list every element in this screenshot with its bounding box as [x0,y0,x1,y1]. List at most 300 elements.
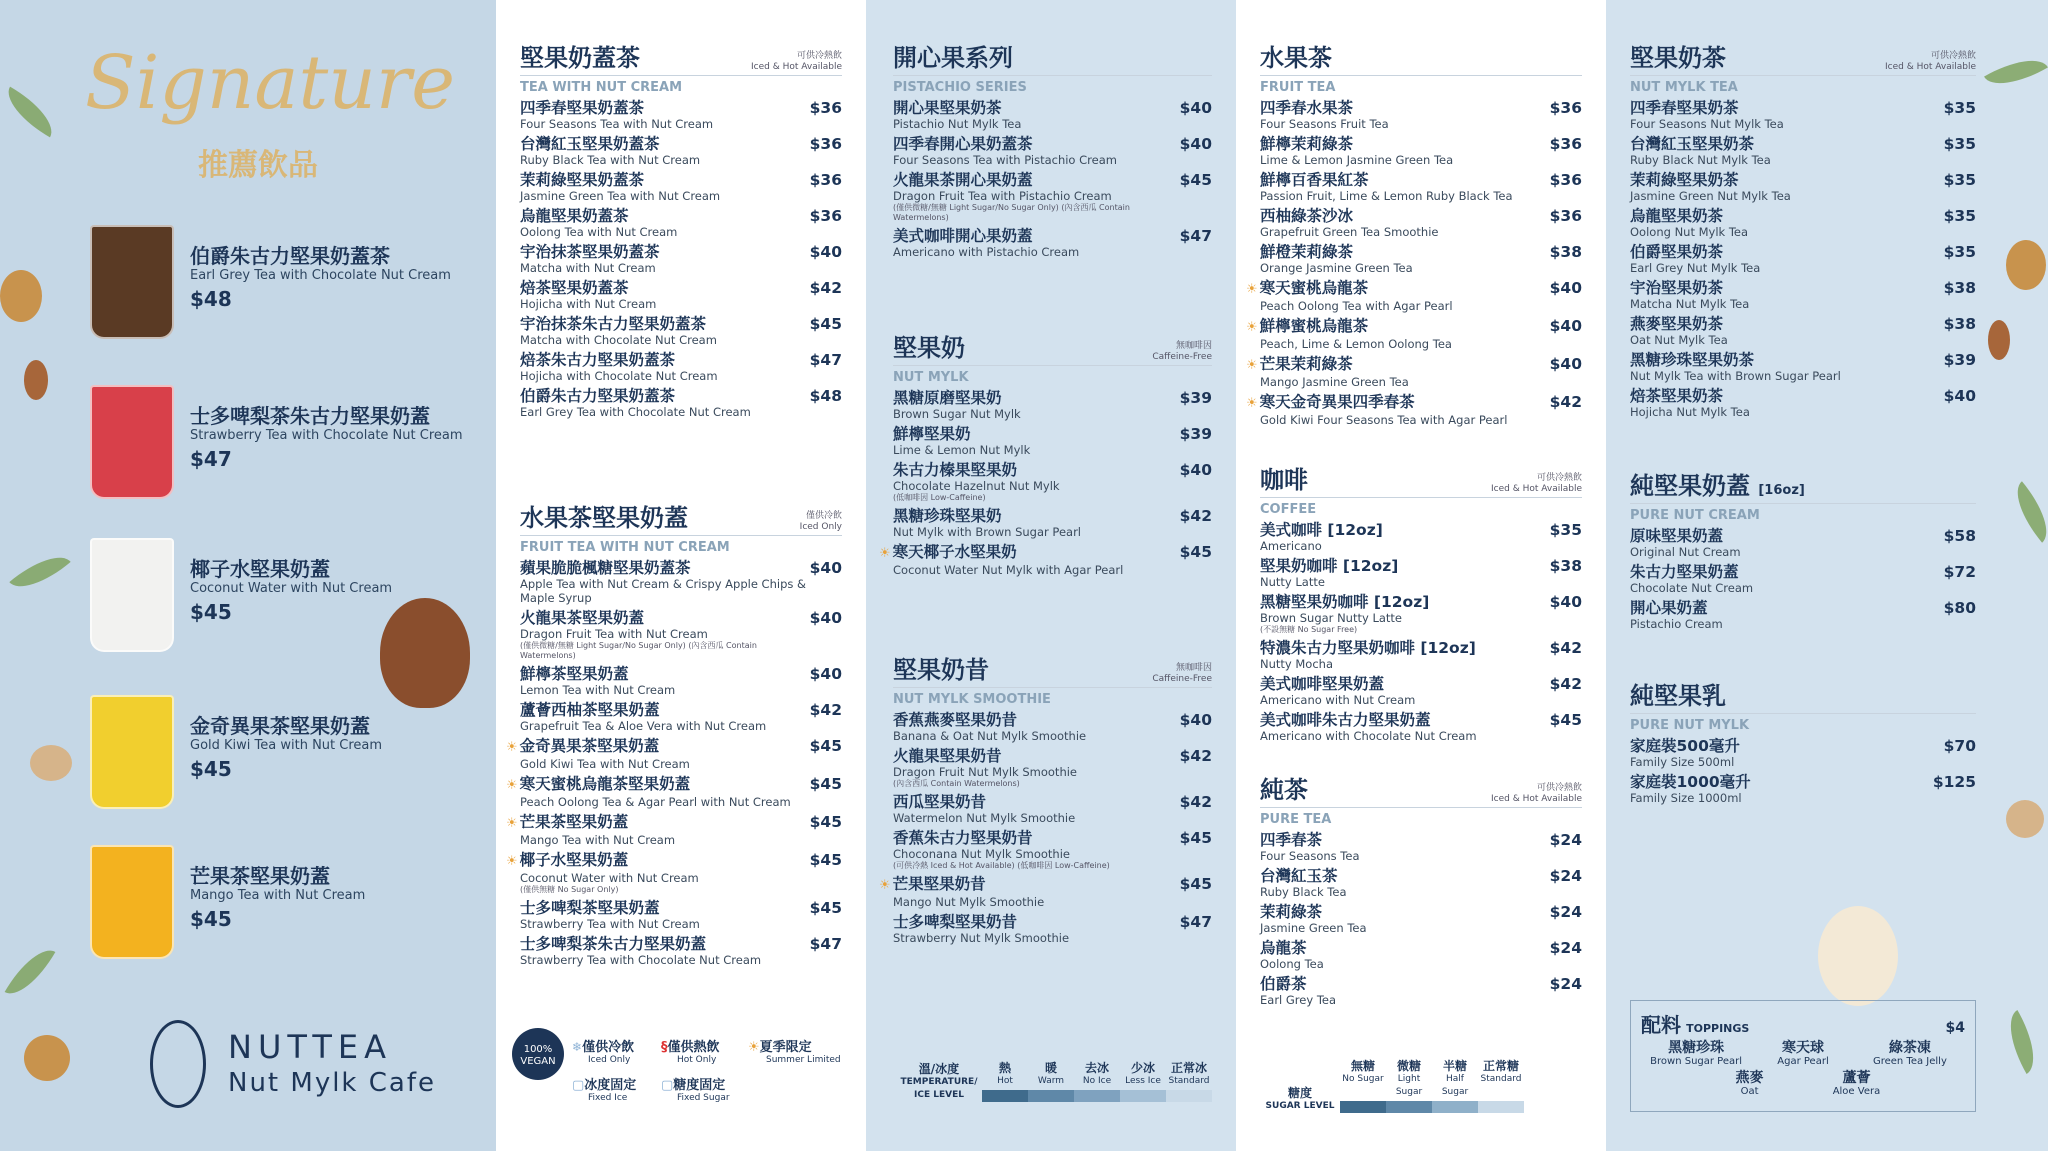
menu-item [520,243,842,275]
menu-item-name [1630,315,1728,333]
menu-item-name [520,387,751,405]
menu-item-name [1260,903,1367,921]
menu-item-name [893,747,1077,765]
section-subtitle: PISTACHIO SERIES [893,80,1027,95]
section-header [1630,38,1976,76]
menu-item-name-text: 四季春茶 [1260,831,1323,849]
menu-item [1246,317,1582,351]
menu-item [1630,599,1976,631]
brand-name: NUTTEA [228,1028,392,1066]
menu-item [1260,99,1582,131]
menu-item [520,559,842,605]
level-swatch [1386,1101,1432,1113]
menu-item-english: Peach Oolong Tea & Agar Pearl with Nut Cream [520,795,791,809]
menu-item-name-text: 火龍果茶開心果奶蓋 [893,171,1033,189]
menu-item-name [1630,737,1740,755]
menu-item-name [1260,521,1383,539]
menu-item-name [1260,593,1429,611]
menu-item-english: Nut Mylk Tea with Brown Sugar Pearl [1630,369,1841,383]
menu-item-price: $40 [809,243,842,261]
menu-item-name [1260,99,1389,117]
menu-item-name [879,875,1044,895]
section-availability-note [1491,473,1582,495]
menu-item-name [520,935,761,953]
level-label-zh: 微糖 [1396,1059,1421,1073]
menu-item-name-text: 蘆薈西柚茶堅果奶蓋 [520,701,660,719]
section-title [520,498,688,533]
menu-item-english: Chocolate Nut Cream [1630,581,1754,595]
menu-item-price: $38 [1549,243,1582,261]
menu-column-3 [1236,0,1606,1151]
menu-item-price: $24 [1549,939,1582,957]
menu-item-name-text: 寒天蜜桃烏龍茶 [1259,279,1369,297]
menu-item [1260,593,1582,635]
menu-item [893,171,1212,223]
leaf-decoration [5,940,56,1004]
sugar-level-legend: 糖度 SUGAR LEVEL 無糖 No Sugar 微糖 Light Sugar 半糖 Half Sugar 正常糖 Standard [1260,1060,1524,1113]
signature-item-name: 士多啤梨茶朱古力堅果奶蓋 [190,404,430,428]
section-title [1630,38,1726,73]
menu-item-price: $45 [1179,875,1212,893]
section-title [893,38,1013,73]
menu-item-price: $35 [1943,243,1976,261]
menu-item-price: $80 [1943,599,1976,617]
menu-item-english: Nutty Mocha [1260,657,1333,671]
menu-item-english: Jasmine Green Tea with Nut Cream [520,189,721,203]
menu-item [893,747,1212,789]
menu-item [1630,351,1976,383]
menu-item-english: Ruby Black Nut Mylk Tea [1630,153,1771,167]
menu-item-name-text: 宇治堅果奶茶 [1630,279,1724,297]
menu-item-price: $40 [1549,355,1582,373]
section-note-en: Iced & Hot Available [751,62,842,72]
section-subtitle: NUT MYLK SMOOTHIE [893,692,1051,707]
signature-subtitle: 推薦飲品 [198,148,318,183]
level-label-en: Standard [1168,1076,1210,1086]
menu-item-name [520,315,717,333]
walnut-decoration [0,270,42,322]
section-availability-note [1491,783,1582,805]
section-header [520,38,842,76]
sun-icon: ☀ [506,740,518,755]
menu-item-name-text: 芒果茶堅果奶蓋 [519,813,629,831]
menu-item-name-text: 芒果茉莉綠茶 [1259,355,1353,373]
section-size-tag: [16oz] [1758,483,1805,498]
menu-item-price: $42 [1179,507,1212,525]
menu-item-name [1260,939,1324,957]
menu-item-name [1246,393,1507,413]
menu-item-price: $40 [1179,99,1212,117]
menu-item-english: Banana & Oat Nut Mylk Smoothie [893,729,1087,743]
sun-icon: ☀ [506,816,518,831]
menu-item-name [506,737,690,757]
menu-item-name [1630,599,1723,617]
section-subtitle: TEA WITH NUT CREAM [520,80,683,95]
menu-item-name [1630,171,1791,189]
menu-item [506,775,842,809]
menu-item-english: Family Size 1000ml [1630,791,1742,805]
menu-item-name-text: 宇治抹茶朱古力堅果奶蓋茶 [520,315,707,333]
level-swatch [1478,1101,1524,1113]
menu-section [1260,770,1582,1007]
menu-item [1260,639,1582,671]
level-swatch [1340,1101,1386,1113]
menu-item-name [893,227,1079,245]
menu-item-price: $45 [809,851,842,869]
menu-item-english: Orange Jasmine Green Tea [1260,261,1413,275]
menu-item-price: $125 [1932,773,1976,791]
hazelnut-decoration [30,745,72,781]
menu-section [879,650,1212,945]
menu-item-name [1630,527,1741,545]
level-label-zh: 去冰 [1084,1061,1109,1075]
menu-item-name-text: 黑糖堅果奶咖啡 [12oz] [1260,593,1430,611]
menu-item [1260,939,1582,971]
section-title-text: 堅果奶蓋茶 [520,44,640,72]
menu-item-price: $24 [1549,903,1582,921]
menu-item-name-text: 椰子水堅果奶蓋 [519,851,629,869]
section-subtitle: FRUIT TEA [1260,80,1336,95]
menu-item-name-text: 茉莉綠堅果奶蓋茶 [520,171,645,189]
menu-item [893,793,1212,825]
menu-item-price: $45 [809,737,842,755]
menu-item [520,665,842,697]
menu-item-note: (僅供微糖/無糖 Light Sugar/No Sugar Only) (內含西瓜 Contain Watermelons) [520,641,757,660]
menu-item-english: Grapefruit Green Tea Smoothie [1260,225,1439,239]
menu-item-english: Gold Kiwi Tea with Nut Cream [520,757,690,771]
legend-fixed-sugar: ▢糖度固定 Fixed Sugar [661,1078,730,1103]
menu-item-english: Four Seasons Tea [1260,849,1360,863]
level-label-zh: 半糖 [1442,1059,1467,1073]
menu-item-name [1246,355,1409,375]
sun-icon: ☀ [506,778,518,793]
menu-item-english: Original Nut Cream [1630,545,1741,559]
level-label [1028,1062,1074,1088]
signature-item-price: $45 [190,907,232,931]
section-title [1260,38,1332,73]
menu-item-name-text: 香蕉燕麥堅果奶昔 [893,711,1018,729]
menu-item [1260,135,1582,167]
menu-item-price: $24 [1549,867,1582,885]
menu-section [1246,38,1582,427]
section-note-en: Iced & Hot Available [1491,794,1582,804]
menu-item-english: Dragon Fruit Tea with Nut Cream [520,627,708,641]
legend-summer: ☀夏季限定 Summer Limited [748,1040,841,1065]
section-title-text: 純茶 [1260,776,1308,804]
menu-item-name-text: 焙茶堅果奶茶 [1630,387,1724,405]
menu-item-note: (可供冷熱 Iced & Hot Available) (低咖啡因 Low-Caffeine) [893,861,1110,870]
menu-item-english: Coconut Water Nut Mylk with Agar Pearl [893,563,1124,577]
section-title [1260,770,1308,805]
menu-item-name-text: 朱古力堅果奶蓋 [1630,563,1739,581]
menu-item-name [506,813,675,833]
menu-item-name [893,711,1086,729]
menu-item-name-text: 四季春開心果奶蓋茶 [893,135,1033,153]
menu-item-price: $58 [1943,527,1976,545]
menu-item-price: $36 [1549,207,1582,225]
menu-item [520,609,842,661]
menu-item-price: $42 [809,701,842,719]
menu-item-name-text: 火龍果堅果奶昔 [893,747,1002,765]
menu-item-price: $40 [809,559,842,577]
menu-item-name-text: 黑糖珍珠堅果奶 [893,507,1002,525]
menu-item-price: $45 [1179,829,1212,847]
menu-item-price: $35 [1549,521,1582,539]
section-title-text: 堅果奶 [893,334,965,362]
menu-item-english: Earl Grey Tea [1260,993,1337,1007]
menu-item-english: Oat Nut Mylk Tea [1630,333,1728,347]
menu-item-name [893,425,1030,443]
menu-item-english: Pistachio Nut Mylk Tea [893,117,1022,131]
menu-item-name-text: 伯爵茶 [1260,975,1307,993]
section-subtitle: COFFEE [1260,502,1317,517]
menu-item-name-text: 烏龍茶 [1260,939,1307,957]
menu-item-name [520,609,810,627]
menu-item-name-text: 堅果奶咖啡 [12oz] [1260,557,1399,575]
menu-item-price: $45 [809,315,842,333]
menu-item-price: $36 [1549,135,1582,153]
menu-item-name-text: 開心果堅果奶茶 [893,99,1002,117]
menu-item-note: (低咖啡因 Low-Caffeine) [893,493,986,502]
topping-english: Agar Pearl [1777,1056,1829,1067]
menu-item-name-text: 鮮檸蜜桃烏龍茶 [1259,317,1369,335]
menu-item-name-text: 宇治抹茶堅果奶蓋茶 [520,243,660,261]
menu-item [1260,557,1582,589]
menu-item-english: Oolong Tea with Nut Cream [520,225,678,239]
menu-item [1260,867,1582,899]
menu-item-price: $47 [1179,227,1212,245]
menu-item-price: $35 [1943,135,1976,153]
menu-item-price: $36 [809,99,842,117]
menu-item [1630,279,1976,311]
menu-item-name [520,243,660,261]
menu-item-name [520,135,700,153]
level-label [1478,1060,1524,1099]
level-swatch [1028,1090,1074,1102]
menu-item [520,207,842,239]
level-label-zh: 少冰 [1130,1061,1155,1075]
signature-item-english: Strawberry Tea with Chocolate Nut Cream [190,428,463,443]
drink-cup-image [90,845,174,959]
menu-item-name [506,775,791,795]
level-label-en: No Ice [1082,1076,1112,1086]
menu-item [893,135,1212,167]
menu-item-name-text: 燕麥堅果奶茶 [1630,315,1724,333]
menu-item [1260,975,1582,1007]
menu-item-name-text: 香蕉朱古力堅果奶昔 [893,829,1033,847]
menu-item-price: $36 [809,135,842,153]
almond-decoration [24,360,48,400]
menu-item-name [893,171,1180,189]
menu-item-english: Americano with Pistachio Cream [893,245,1080,259]
menu-item-name-text: 士多啤梨茶朱古力堅果奶蓋 [520,935,707,953]
menu-item-price: $40 [1179,711,1212,729]
ice-cube-icon: ▢ [572,1078,585,1093]
menu-item [520,135,842,167]
menu-item-english: Four Seasons Fruit Tea [1260,117,1389,131]
level-label [1166,1062,1212,1088]
sun-icon: ☀ [1246,358,1258,373]
menu-item-english: Oolong Nut Mylk Tea [1630,225,1749,239]
menu-item-english: Mango Nut Mylk Smoothie [893,895,1045,909]
menu-item-name-text: 士多啤梨茶堅果奶蓋 [520,899,660,917]
menu-item [520,171,842,203]
section-note-zh: 無咖啡因 [1175,341,1212,351]
signature-item-price: $48 [190,287,232,311]
topping-name: 蘆薈 [1842,1070,1871,1086]
menu-item-name-text: 士多啤梨堅果奶昔 [893,913,1018,931]
level-label-en: Warm [1037,1076,1065,1086]
section-header [520,498,842,536]
menu-item [1630,135,1976,167]
menu-item-name [893,389,1021,407]
menu-item-name-text: 焙茶朱古力堅果奶蓋茶 [520,351,676,369]
signature-panel [0,0,496,1151]
menu-item-name-text: 西瓜堅果奶昔 [893,793,987,811]
section-subtitle: PURE NUT MYLK [1630,718,1750,733]
menu-item-name-text: 鮮檸茉莉綠茶 [1260,135,1354,153]
menu-item-name-text: 美式咖啡 [12oz] [1260,521,1383,539]
menu-item-name-text: 特濃朱古力堅果奶咖啡 [12oz] [1260,639,1476,657]
vegan-badge: 100% VEGAN [512,1028,564,1080]
menu-item-english: Americano [1260,539,1322,553]
sun-icon: ☀ [879,878,891,893]
section-note-en: Iced & Hot Available [1885,62,1976,72]
topping-item [1803,1072,1910,1098]
section-note-en: Iced Only [799,522,842,532]
menu-item [1260,207,1582,239]
menu-item-name [520,899,700,917]
section-title-text: 水果茶堅果奶蓋 [520,504,688,532]
level-swatch [1166,1090,1212,1102]
topping-name: 寒天球 [1782,1040,1824,1056]
section-note-zh: 無咖啡因 [1175,663,1212,673]
menu-item-english: Dragon Fruit Nut Mylk Smoothie [893,765,1077,779]
menu-item [1246,393,1582,427]
menu-item-english: Four Seasons Nut Mylk Tea [1630,117,1784,131]
menu-section [1260,460,1582,743]
menu-item-name [893,913,1069,931]
menu-item-english: Hojicha with Nut Cream [520,297,657,311]
menu-item-name [1246,279,1453,299]
section-subtitle: PURE TEA [1260,812,1332,827]
menu-item-name-text: 黑糖原磨堅果奶 [893,389,1002,407]
menu-item-english: Hojicha Nut Mylk Tea [1630,405,1750,419]
menu-item-price: $42 [809,279,842,297]
section-title [520,38,640,73]
drink-cup-image [90,385,174,499]
menu-item-name [893,135,1117,153]
leaf-decoration [9,544,70,601]
menu-item-name [1260,711,1477,729]
section-header [893,38,1212,76]
menu-item-name [1630,135,1771,153]
menu-item-name-text: 伯爵堅果奶茶 [1630,243,1724,261]
menu-item-english: Matcha with Nut Cream [520,261,656,275]
menu-item-name-text: 原味堅果奶蓋 [1630,527,1724,545]
section-title [893,328,965,363]
level-label-en: Standard [1480,1074,1522,1084]
menu-item-name [1260,171,1513,189]
menu-item-name [893,829,1110,847]
menu-item [893,711,1212,743]
topping-name: 綠茶凍 [1888,1040,1931,1056]
menu-item-price: $36 [1549,99,1582,117]
sun-icon: ☀ [506,854,518,869]
menu-item-english: Pistachio Cream [1630,617,1723,631]
level-label-en: Light Sugar [1395,1074,1423,1097]
section-header [1260,770,1582,808]
menu-item [1630,387,1976,419]
menu-item-english: Jasmine Green Nut Mylk Tea [1630,189,1791,203]
menu-item-name [1630,351,1841,369]
menu-item [893,227,1212,259]
menu-item-price: $42 [1549,675,1582,693]
level-label [1432,1060,1478,1099]
level-swatch [1120,1090,1166,1102]
sun-icon: ☀ [1246,320,1258,335]
section-note-zh: 可供冷熱飲 [796,51,842,61]
menu-item-note: (僅供無糖 No Sugar Only) [520,885,619,894]
menu-item-name [1260,975,1336,993]
topping-item [1750,1042,1857,1068]
menu-item-name-text: 美式咖啡堅果奶蓋 [1260,675,1385,693]
section-title [1630,676,1726,711]
menu-item [520,935,842,967]
menu-item-english: Nutty Latte [1260,575,1325,589]
menu-item-name [1260,243,1413,261]
menu-section [1630,676,1976,805]
menu-item-name-text: 寒天蜜桃烏龍茶堅果奶蓋 [519,775,691,793]
menu-item-name [1630,243,1760,261]
menu-item-price: $40 [1549,279,1582,297]
menu-item-name-text: 焙茶堅果奶蓋茶 [520,279,629,297]
menu-item-name-text: 鮮檸百香果紅茶 [1260,171,1369,189]
menu-item-english: Earl Grey Tea with Chocolate Nut Cream [520,405,751,419]
menu-item-name-text: 家庭裝1000毫升 [1630,773,1751,791]
section-note-zh: 可供冷熱飲 [1930,51,1976,61]
menu-item-english: Nut Mylk with Brown Sugar Pearl [893,525,1081,539]
menu-item-price: $42 [1549,393,1582,411]
menu-column-2 [866,0,1236,1151]
menu-item-english: Mango Tea with Nut Cream [520,833,676,847]
menu-item-name-text: 美式咖啡開心果奶蓋 [893,227,1033,245]
menu-item-english: Peach Oolong Tea with Agar Pearl [1260,299,1453,313]
section-title [893,650,989,685]
menu-item-english: Ruby Black Tea with Nut Cream [520,153,701,167]
level-label-en: Half Sugar [1441,1074,1469,1097]
menu-item-name [893,507,1081,525]
menu-item [1630,315,1976,347]
section-header [1630,466,1976,504]
drink-cup-image [90,695,174,809]
signature-item-english: Gold Kiwi Tea with Nut Cream [190,738,383,753]
menu-item-name [1630,387,1750,405]
menu-item-price: $38 [1943,279,1976,297]
level-swatch [982,1090,1028,1102]
section-note-zh: 可供冷熱飲 [1536,473,1582,483]
menu-item [1630,737,1976,769]
menu-item [1630,207,1976,239]
menu-item-english: Four Seasons Tea with Nut Cream [520,117,714,131]
menu-column-1 [496,0,866,1151]
menu-item-name [893,793,1075,811]
menu-item-english: Dragon Fruit Tea with Pistachio Cream [893,189,1112,203]
menu-item-price: $40 [809,609,842,627]
menu-item-name-text: 西柚綠茶沙冰 [1260,207,1354,225]
signature-item-name: 椰子水堅果奶蓋 [190,557,330,581]
menu-item-price: $47 [1179,913,1212,931]
